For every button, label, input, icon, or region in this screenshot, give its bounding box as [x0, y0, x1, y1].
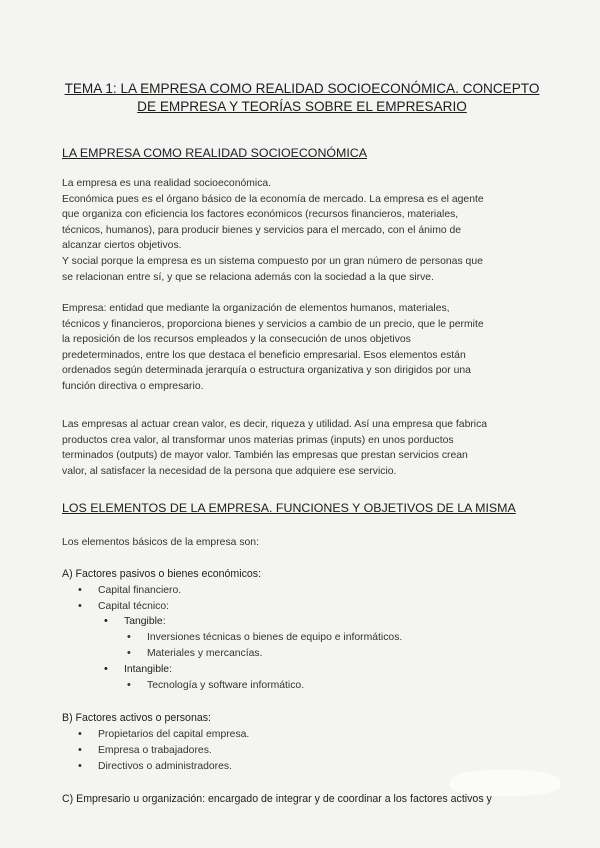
list-item-capital-tecnico: [78, 599, 170, 614]
list-item-inversiones-tecnicas: [127, 630, 403, 645]
bullet-icon: •: [78, 728, 82, 740]
list-item-text: Capital financiero.: [98, 585, 182, 596]
bullet-icon: •: [127, 679, 131, 691]
list-item-materiales: [127, 646, 263, 661]
list-item-intangible: [104, 662, 172, 677]
paragraph-definicion-empresa: [62, 301, 552, 395]
list-item-trabajadores: [78, 743, 212, 758]
text-line: productos crea valor, al transformar unos materias primas (inputs) en unos porductos: [62, 434, 454, 446]
bullet-icon: •: [127, 647, 131, 659]
text-line: que organiza con eficiencia los factores económicos (recursos financieros, materiales,: [62, 209, 459, 221]
bullet-icon: •: [127, 631, 131, 643]
list-item-text: Tecnología y software informático.: [147, 680, 305, 691]
text-line: técnicos, humanos), para producir bienes y servicios para el mercado, con el ánimo de: [62, 224, 462, 236]
text-line: se relacionan entre sí, y que se relaciona además con la sociedad a la que sirve.: [62, 271, 434, 283]
title-line-2: DE EMPRESA Y TEORÍAS SOBRE EL EMPRESARIO: [137, 99, 467, 114]
list-item-text: Materiales y mercancías.: [147, 648, 263, 659]
list-item-tecnologia: [127, 678, 305, 693]
text-line: técnicos y financieros, proporciona bienes y servicios a cambio de un precio, que le permite: [62, 318, 484, 330]
text-line: Empresa: entidad que mediante la organización de elementos humanos, materiales,: [62, 303, 450, 314]
group-c-heading: C) Empresario u organización: encargado de integrar y de coordinar a los factores activos y: [62, 793, 492, 805]
paragraph-crean-valor: [62, 417, 552, 479]
document-title: [52, 80, 552, 116]
text-line: terminados (outputs) de mayor valor. También las empresas que prestan servicios crean: [62, 450, 468, 462]
bullet-icon: •: [104, 663, 108, 675]
bullet-icon: •: [78, 600, 82, 612]
text-line: La empresa es una realidad socioeconómica.: [62, 178, 272, 189]
bullet-icon: •: [104, 615, 108, 627]
text-line: Las empresas al actuar crean valor, es decir, riqueza y utilidad. Así una empresa que fabrica: [62, 419, 488, 430]
bullet-icon: •: [78, 584, 82, 596]
list-item-capital-financiero: [78, 583, 182, 598]
section-heading-elementos: LOS ELEMENTOS DE LA EMPRESA. FUNCIONES Y OBJETIVOS DE LA MISMA: [62, 501, 516, 515]
text-line: Económica pues es el órgano básico de la economía de mercado. La empresa es el agente: [62, 193, 484, 205]
bullet-icon: •: [78, 744, 82, 756]
text-line: predeterminados, entre los que destaca el beneficio empresarial. Esos elementos están: [62, 349, 466, 361]
list-item-text: Directivos o administradores.: [98, 761, 232, 772]
bullet-icon: •: [78, 760, 82, 772]
list-item-tangible: [104, 614, 166, 629]
list-item-text: Propietarios del capital empresa.: [98, 729, 250, 740]
group-b-heading: B) Factores activos o personas:: [62, 712, 211, 724]
list-item-text: Intangible:: [124, 664, 172, 675]
group-a-heading: A) Factores pasivos o bienes económicos:: [62, 568, 262, 580]
text-line: alcanzar ciertos objetivos.: [62, 240, 182, 252]
text-line: la reposición de los recursos empleados y la consecución de unos objetivos: [62, 334, 411, 346]
list-item-text: Inversiones técnicas o bienes de equipo e informáticos.: [147, 632, 403, 643]
list-item-text: Empresa o trabajadores.: [98, 745, 212, 756]
text-line: Y social porque la empresa es un sistema compuesto por un gran número de personas que: [62, 255, 483, 267]
text-line: valor, al satisfacer la necesidad de la persona que adquiere ese servicio.: [62, 465, 397, 477]
elements-intro: Los elementos básicos de la empresa son:: [62, 537, 259, 548]
section-heading-empresa-realidad: LA EMPRESA COMO REALIDAD SOCIOECONÓMICA: [62, 146, 368, 160]
text-line: función directiva o empresario.: [62, 380, 204, 392]
title-line-1: TEMA 1: LA EMPRESA COMO REALIDAD SOCIOECONÓMICA. CONCEPTO: [64, 81, 540, 96]
text-line: ordenados según determinada jerarquía o estructura organizativa y son dirigidos por una: [62, 365, 471, 377]
list-item-text: Capital técnico:: [98, 601, 170, 612]
list-item-propietarios: [78, 727, 250, 742]
list-item-directivos: [78, 759, 232, 774]
paragraph-realidad-socioeconomica: [62, 176, 552, 285]
list-item-text: Tangible:: [124, 616, 166, 627]
